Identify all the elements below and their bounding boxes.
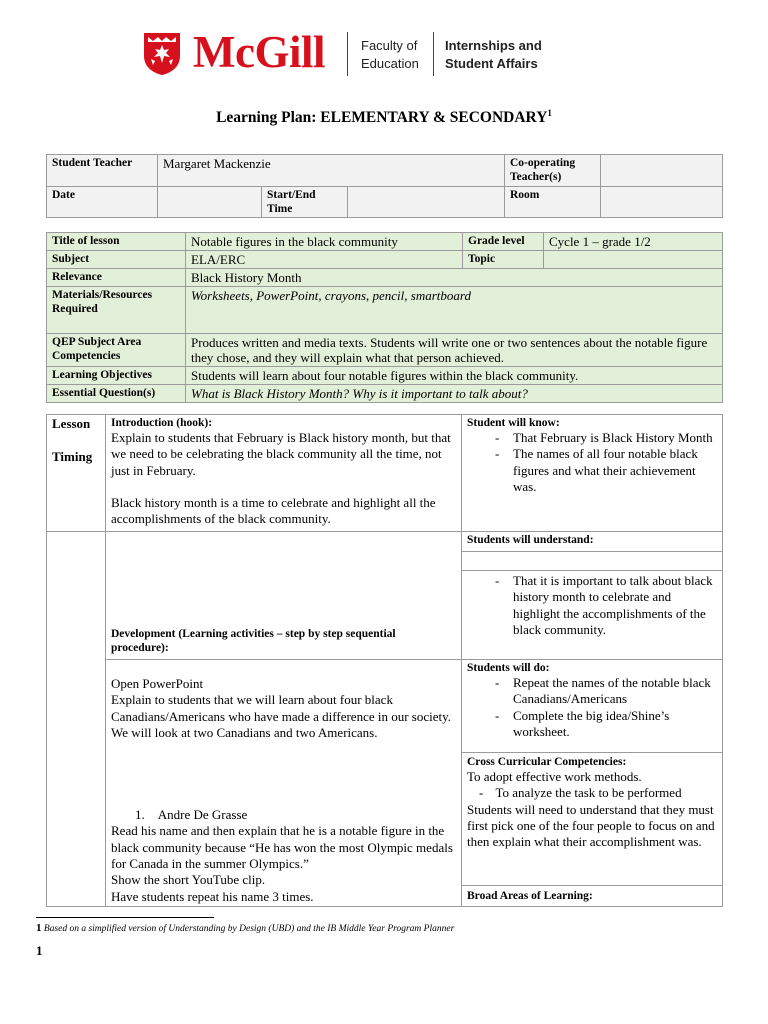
student-teacher-value[interactable]: Margaret Mackenzie — [158, 155, 505, 187]
development-label-cell — [106, 532, 462, 660]
development-cell[interactable] — [106, 660, 462, 907]
timing-cell[interactable] — [47, 532, 106, 907]
do-item: - Complete the big idea/Shine’s worksheet. — [467, 708, 717, 741]
cross-curricular-label: Cross Curricular Competencies: — [467, 756, 627, 768]
students-will-understand-cell[interactable] — [462, 532, 723, 660]
title-of-lesson-label: Title of lesson — [47, 233, 186, 251]
relevance-label: Relevance — [47, 269, 186, 287]
ccc-item: - To analyze the task to be performed — [479, 785, 682, 801]
qep-competencies-value[interactable]: Produces written and media texts. Students will write one or two sentences about the notable figure they chose, and they will explain what that person achieved. — [186, 334, 723, 367]
page-title — [0, 108, 768, 127]
materials-label-line2: Required — [52, 303, 98, 315]
lesson-timing-label — [47, 415, 106, 532]
broad-areas-label: Broad Areas of Learning: — [467, 890, 593, 902]
materials-label-line1: Materials/Resources — [52, 289, 153, 301]
students-will-understand-label: Students will understand: — [462, 532, 722, 552]
coop-label-line2: Teacher(s) — [510, 171, 562, 183]
title-of-lesson-value[interactable]: Notable figures in the black community — [186, 233, 463, 251]
subject-value[interactable]: ELA/ERC — [186, 251, 463, 269]
introduction-cell[interactable] — [106, 415, 462, 532]
footnote-number: 1 — [36, 922, 42, 934]
development-label: Development (Learning activities – step by step sequential procedure): — [111, 628, 396, 654]
lesson-label: Lesson — [52, 416, 91, 431]
unit-line-2: Student Affairs — [445, 56, 538, 71]
date-label: Date — [47, 187, 158, 218]
learning-objectives-value[interactable]: Students will learn about four notable figures within the black community. — [186, 367, 723, 385]
relevance-value[interactable]: Black History Month — [186, 269, 723, 287]
cooperating-teacher-value[interactable] — [601, 155, 723, 187]
grade-level-value[interactable]: Cycle 1 – grade 1/2 — [544, 233, 723, 251]
materials-value[interactable]: Worksheets, PowerPoint, crayons, pencil, smartboard — [186, 287, 723, 334]
dev-item-number: 1. — [135, 807, 145, 823]
dev-paragraph-4: Show the short YouTube clip. — [111, 872, 266, 888]
intro-paragraph-2: Black history month is a time to celebrate and highlight all the accomplishments of the black community. — [111, 494, 436, 527]
essential-question-label: Essential Question(s) — [47, 385, 186, 403]
do-item: - Repeat the names of the notable black Canadians/Americans — [467, 675, 717, 708]
students-will-do-cell[interactable] — [462, 660, 722, 753]
footnote-divider — [36, 917, 214, 918]
faculty-line-2: Education — [361, 56, 419, 71]
time-label-line2: Time — [267, 203, 293, 215]
page-title-text: Learning Plan: ELEMENTARY & SECONDARY — [216, 109, 548, 127]
dev-paragraph-1: Open PowerPoint — [111, 676, 204, 691]
topic-value[interactable] — [544, 251, 723, 269]
ccc-paragraph-1: To adopt effective work methods. — [467, 769, 642, 784]
dev-paragraph-2: Explain to students that we will learn about four black Canadians/Americans who have made a difference in our society. We will look at two Canadians and two Americans. — [111, 692, 452, 740]
understand-item: - That it is important to talk about black history month to celebrate and highlight the accomplishments of the black community. — [467, 573, 717, 638]
ccc-paragraph-2: Students will need to understand that they must first pick one of the four people to focus on and then explain what their accomplishment was. — [467, 801, 715, 850]
student-will-know-label: Student will know: — [467, 417, 560, 429]
coop-label-line1: Co-operating — [510, 157, 576, 169]
cooperating-teacher-label — [505, 155, 601, 187]
title-footnote-marker: 1 — [547, 108, 552, 118]
faculty-line-1: Faculty of — [361, 38, 418, 53]
timing-label: Timing — [52, 448, 93, 464]
header-divider — [347, 32, 348, 76]
mcgill-shield-icon — [143, 32, 181, 76]
learning-objectives-label: Learning Objectives — [47, 367, 186, 385]
dev-numbered-item — [111, 807, 456, 823]
room-label: Room — [505, 187, 601, 218]
topic-label: Topic — [463, 251, 544, 269]
dev-item-name: Andre De Grasse — [157, 807, 248, 823]
start-end-time-value[interactable] — [348, 187, 505, 218]
qep-label-line2: Competencies — [52, 350, 121, 362]
student-will-know-cell[interactable] — [462, 415, 723, 532]
grade-level-label: Grade level — [463, 233, 544, 251]
mcgill-header — [143, 28, 643, 78]
qep-label-line1: QEP Subject Area — [52, 336, 142, 348]
lesson-info-table — [46, 232, 723, 403]
student-teacher-label: Student Teacher — [47, 155, 158, 187]
essential-question-value[interactable]: What is Black History Month? Why is it important to talk about? — [186, 385, 723, 403]
dev-paragraph-3: Read his name and then explain that he is a notable figure in the black community because “He has won the most Olympic medals for Canada in the summer Olympics.” — [111, 823, 453, 872]
teacher-info-table — [46, 154, 723, 218]
subject-label: Subject — [47, 251, 186, 269]
introduction-label: Introduction (hook): — [111, 417, 213, 429]
date-value[interactable] — [158, 187, 262, 218]
students-will-do-label: Students will do: — [467, 662, 550, 674]
header-divider — [433, 32, 434, 76]
know-item: - That February is Black History Month — [467, 430, 717, 446]
right-column-stack — [462, 660, 723, 907]
qep-competencies-label — [47, 334, 186, 367]
understand-blank-row — [462, 552, 722, 571]
footnote-text: Based on a simplified version of Understanding by Design (UBD) and the IB Middle Year Program Planner — [43, 924, 455, 934]
intro-paragraph-1: Explain to students that February is Black history month, but that we need to be celebrating the black community all the time, not just in February. — [111, 430, 451, 478]
lesson-plan-table — [46, 414, 723, 907]
cross-curricular-cell[interactable] — [462, 753, 722, 886]
start-end-time-label — [262, 187, 348, 218]
mcgill-wordmark: McGill — [193, 27, 325, 77]
room-value[interactable] — [601, 187, 723, 218]
page-number: 1 — [36, 943, 43, 958]
dev-paragraph-5: Have students repeat his name 3 times. — [111, 888, 314, 904]
ccc-item-text: To analyze the task to be performed — [495, 785, 682, 801]
unit-line-1: Internships and — [445, 38, 542, 53]
footnote — [36, 922, 454, 934]
time-label-line1: Start/End — [267, 189, 316, 201]
know-item: - The names of all four notable black figures and what their achievement was. — [467, 446, 717, 495]
materials-label — [47, 287, 186, 334]
